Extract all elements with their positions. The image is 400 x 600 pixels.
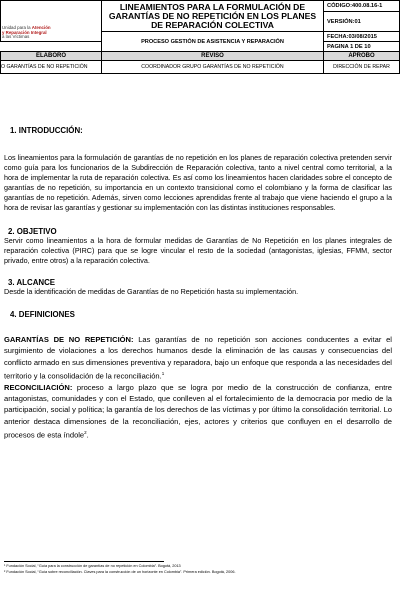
reviso-value: COORDINADOR GRUPO GARANTÍAS DE NO REPETICIÓN <box>102 61 324 74</box>
section-2-heading: 2. OBJETIVO <box>8 227 57 236</box>
document-header <box>0 0 400 74</box>
footnote-ref-2: 2 <box>84 429 87 435</box>
section-1-heading: 1. INTRODUCCIÓN: <box>10 126 83 135</box>
agency-logo <box>1 1 101 41</box>
definition-text: Las garantías de no repetición son acciones conducentes a evitar el surgimiento de violaciones a los derechos humanos desde la eliminación de las causas y consecuencias del conflicto armado en sus dimensiones preventiva y reparadora, bajo un enfoque que responda a las necesidades del territorio y la consolidación de la reconciliación <box>4 335 392 381</box>
section-2-text: Servir como lineamientos a la hora de formular medidas de Garantías de No Repetición en los planes integrales de reparación colectiva (PIRC) para que se logre vincular el resto de la sociedad (antagonistas, iglesias, FFMM, sector privado, entre otros) a la reparación colectiva. <box>4 236 392 265</box>
label-elaboro: ELABORÓ <box>1 52 102 61</box>
fecha: FECHA:03/08/2015 <box>324 32 400 42</box>
section-4-heading: 4. DEFINICIONES <box>10 310 75 319</box>
footnote-ref-1: 1 <box>161 370 165 376</box>
document-body <box>4 88 392 441</box>
title-cell <box>102 1 324 32</box>
label-aprobo: APROBÓ <box>324 52 400 61</box>
section-3-heading: 3. ALCANCE <box>8 278 56 287</box>
section-1-text: Los lineamientos para la formulación de garantías de no repetición en los planes de reparación colectiva pretenden servir como guía para los funcionarios de la Subdirección de Reparación colectiva, tanto a nivel central como territorial, a la hora de implementar la ruta de reparación colectiva. Es así como los lineamientos hacen claridades sobre el concepto de garantías de no repetición, su importancia en un contexto transicional como el colombiano y la forma de clasificar las garantías de no repetición. Además, sirven como lecciones aprendidas frente al trabajo que viene haciendo el grupo a la hora de revisar las garantías y gestionar su implementación con las distintas instituciones responsables. <box>4 153 392 212</box>
process-name: PROCESO GESTIÓN DE ASISTENCIA Y REPARACIÓN <box>141 38 284 45</box>
footnote-separator <box>4 561 164 562</box>
logo-cell <box>1 1 102 42</box>
definition-term: RECONCILIACIÓN: <box>4 382 73 392</box>
definition-text: proceso a largo plazo que se logra por medio de la construcción de confianza, entre antagonistas, comunidades y con el Estado, que conlleven al el fortalecimiento de la democracia por medio de la participación, social y política; la garantía de los derechos de las víctimas y por último la consolidación territorial. Lo anterior destaca dimensiones de la reconciliación, ejes, actores y criterios que confluyen en el desarrollo de procesos de esta índole <box>4 382 392 440</box>
footnote-1: ¹ Fundación Social, “Guía para la construcción de garantías de no repetición en Colombia”. Bogotá, 2013 <box>4 564 181 568</box>
document-title: LINEAMIENTOS PARA LA FORMULACIÓN DE GARANTÍAS DE NO REPETICIÓN EN LOS PLANES DE REPARACIÓN COLECTIVA <box>108 2 317 30</box>
version: VERSIÓN:01 <box>324 12 400 32</box>
aprobo-value: DIRECCIÓN DE REPAR <box>324 61 400 74</box>
footnote-2: ² Fundación Social, “Guía sobre reconciliación. Claves para la construcción de un horizonte en Colombia”. Primera edición. Bogotá, 2006. <box>4 570 236 574</box>
definition-garantias: GARANTÍAS DE NO REPETICIÓN: Las garantías de no repetición son acciones conducentes a evitar el surgimiento de violaciones a los derechos humanos desde la eliminación de las causas y consecuencias del conflicto armado en sus dimensiones preventiva y reparadora, bajo un enfoque que responda a las necesidades del territorio y la consolidación de la reconciliación.$^1$ <box>4 335 392 381</box>
definition-reconciliacion: RECONCILIACIÓN: proceso a largo plazo que se logra por medio de la construcción de confianza, entre antagonistas, comunidades y con el Estado, que conlleven al el fortalecimiento de la democracia por medio de la participación, social y política; la garantía de los derechos de las víctimas y por último la consolidación territorial. Lo anterior destaca dimensiones de la reconciliación, ejes, actores y criterios que confluyen en el desarrollo de procesos de esta índole$^2$. <box>4 382 392 440</box>
codigo: CÓDIGO:400.08.16-1 <box>324 1 400 12</box>
logo-text: Unidad para la Atención y Reparación Integral a las Víctimas <box>2 25 51 40</box>
section-3-text: Desde la identificación de medidas de Garantías de no Repetición hasta su implementación. <box>4 287 299 296</box>
label-reviso: REVISÓ <box>102 52 324 61</box>
definition-term: GARANTÍAS DE NO REPETICIÓN: <box>4 335 134 344</box>
elaboro-value: O GARANTÍAS DE NO REPETICIÓN <box>1 61 102 74</box>
pagina: PAGINA 1 DE 10 <box>324 42 400 52</box>
process-cell <box>102 32 324 52</box>
